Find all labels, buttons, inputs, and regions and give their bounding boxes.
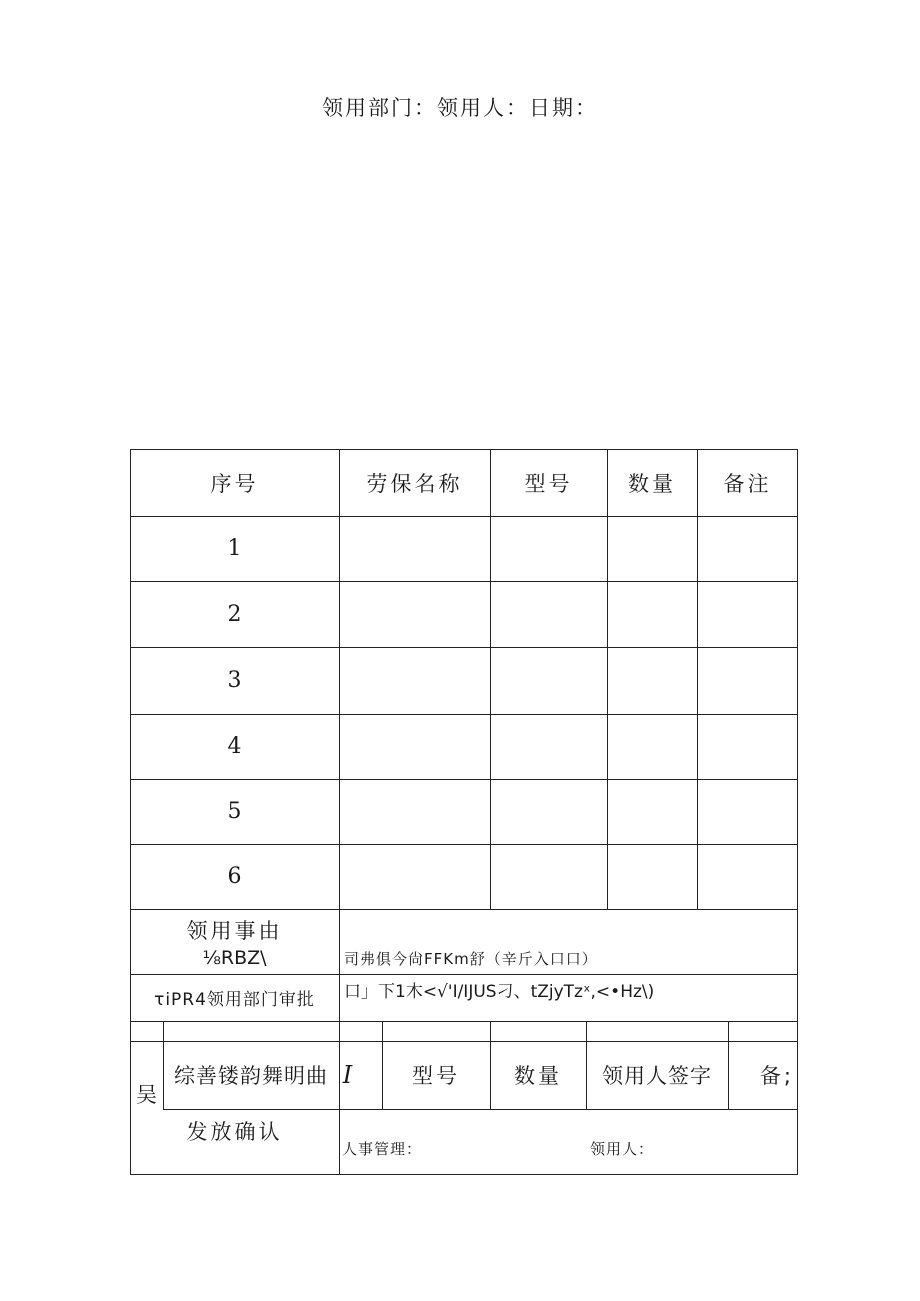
row2-model: 型号	[412, 1064, 460, 1088]
col-header-item-name: 劳保名称	[366, 471, 463, 496]
reason-label-code: ⅛RBZ\	[202, 947, 267, 969]
row-number: 2	[227, 601, 242, 627]
row2-remarks: 备;	[759, 1064, 794, 1088]
row2-item-name: 综善镂韵舞明曲	[174, 1064, 328, 1088]
reason-value: 司弗俱今尙FFKm舒（辛斤入口口）	[344, 949, 598, 968]
row-number: 4	[227, 734, 242, 759]
row-number: 5	[227, 799, 242, 824]
hr-management-field: 人事管理：	[342, 1139, 423, 1158]
receiver-field: 领用人：	[590, 1139, 655, 1158]
approval-value: 口」下1木<√'I/IJUS刁、tZjyTzˣ,<•Hz\)	[344, 981, 655, 1002]
col-header-serial: 序号	[210, 471, 259, 496]
confirm-label: 发放确认	[186, 1120, 283, 1144]
col-header-remarks: 备注	[723, 471, 772, 496]
row2-marker: I	[342, 1061, 356, 1089]
row2-signature: 领用人签字	[602, 1064, 712, 1088]
form-header: 领用部门：领用人：日期：	[322, 96, 598, 120]
row-number: 3	[227, 668, 242, 693]
col-header-quantity: 数量	[628, 471, 676, 496]
row2-mark: 吴	[136, 1083, 157, 1107]
requisition-table	[130, 449, 798, 1175]
row-number: 6	[227, 864, 242, 889]
approval-label: τiPR4领用部门审批	[154, 990, 315, 1010]
row-number: 1	[227, 536, 242, 561]
col-header-model: 型号	[524, 471, 573, 496]
reason-label: 领用事由	[186, 919, 283, 943]
row2-quantity: 数量	[514, 1064, 562, 1088]
